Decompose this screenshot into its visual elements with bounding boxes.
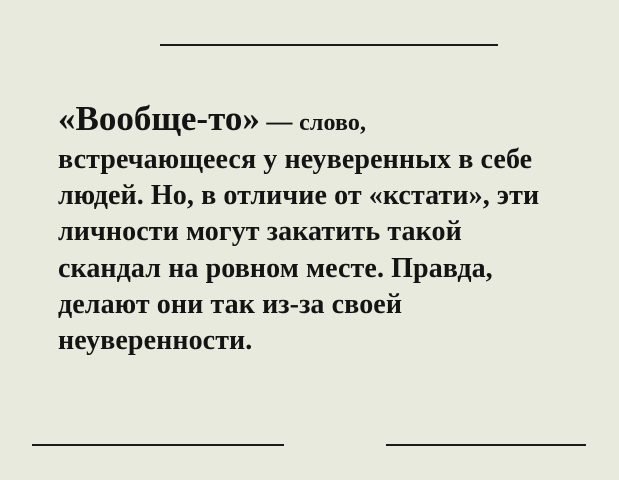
quote-paragraph (58, 96, 568, 360)
divider-bottom-right (386, 444, 586, 446)
quote-block (58, 96, 568, 360)
quote-body: встречающееся у неуверенных в себе людей. Но, в отличие от «кстати», эти личности могут закатить такой скандал на ровном месте. Правда, делают они так из-за своей неуверенности. (58, 143, 540, 357)
quote-dash: — (259, 107, 300, 136)
divider-top (160, 44, 498, 46)
quote-lead: слово, (299, 110, 367, 136)
quote-term: «Вообще-то» (58, 99, 260, 138)
divider-bottom-left (32, 444, 284, 446)
